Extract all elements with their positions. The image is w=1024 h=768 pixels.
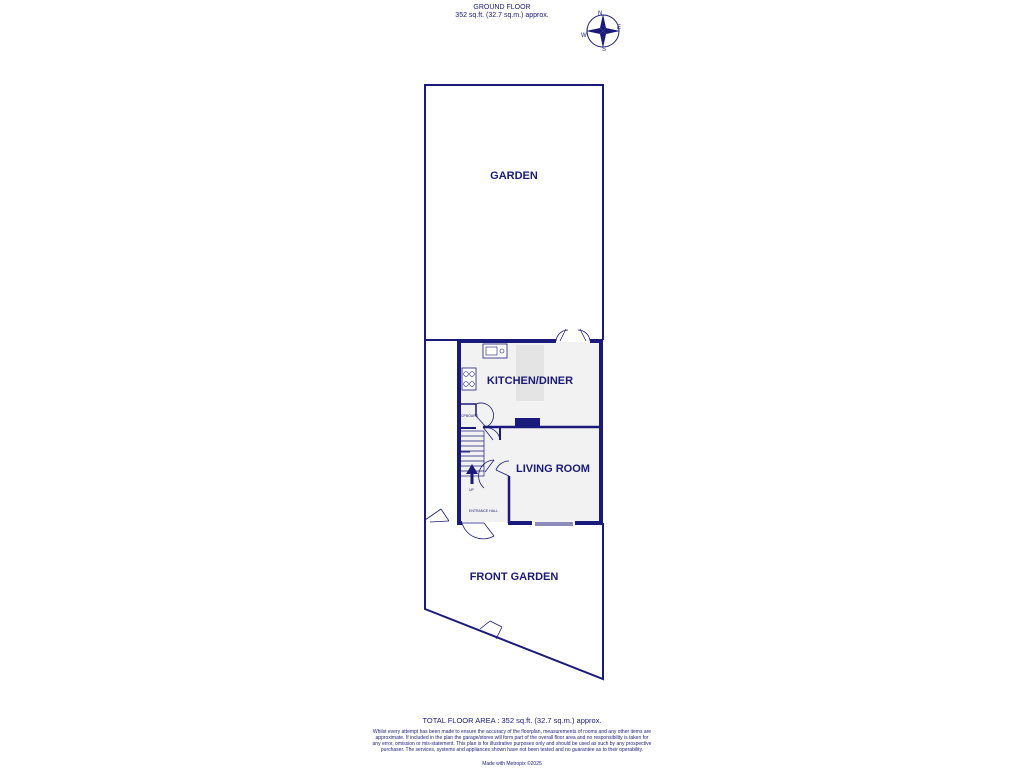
room-label-entrance-hall: ENTRANCE HALL [469,509,498,513]
hob-icon [462,368,476,390]
french-doors-icon [556,329,590,341]
floor-title: GROUND FLOOR [473,4,531,11]
disclaimer-text: Whilst every attempt has been made to ensure the accuracy of the floorplan, measurements of rooms and any other items are approximate. If included in the plan the garage/stores will form part of the overall floor area and no responsibility is taken for any error, omission or mis-statement. This plan is for illustrative purposes only and should be used as such by any prospective purchaser. The services, systems and appliances shown have not been tested and no guarantee as to their operability. [372,729,652,753]
kitchen-shade [516,345,544,401]
front-gate-icon [480,621,502,639]
garden-boundary [425,85,603,340]
room-label-living-room: LIVING ROOM [516,463,590,475]
room-label-kitchen-diner: KITCHEN/DINER [486,375,574,387]
chimney-breast [515,418,540,426]
stairs-up-label: UP [469,488,474,492]
front-garden-boundary [425,520,603,679]
total-floor-area: TOTAL FLOOR AREA : 352 sq.ft. (32.7 sq.m.) approx. [422,716,602,725]
floor-area: 352 sq.ft. (32.7 sq.m.) approx. [455,12,549,19]
credit-text: Made with Metropix ©2025 [482,761,542,767]
room-label-garden: GARDEN [490,170,538,182]
room-label-cupboard: CPBOARD [461,414,479,418]
compass-n: N [598,11,603,17]
side-gate-icon [425,509,449,522]
compass-e: E [617,25,622,31]
compass-icon [581,11,621,53]
compass-w: W [581,33,587,39]
sink-icon [483,344,507,358]
compass-s: S [602,47,607,53]
front-door-icon [462,523,494,539]
room-label-front-garden: FRONT GARDEN [469,571,559,583]
